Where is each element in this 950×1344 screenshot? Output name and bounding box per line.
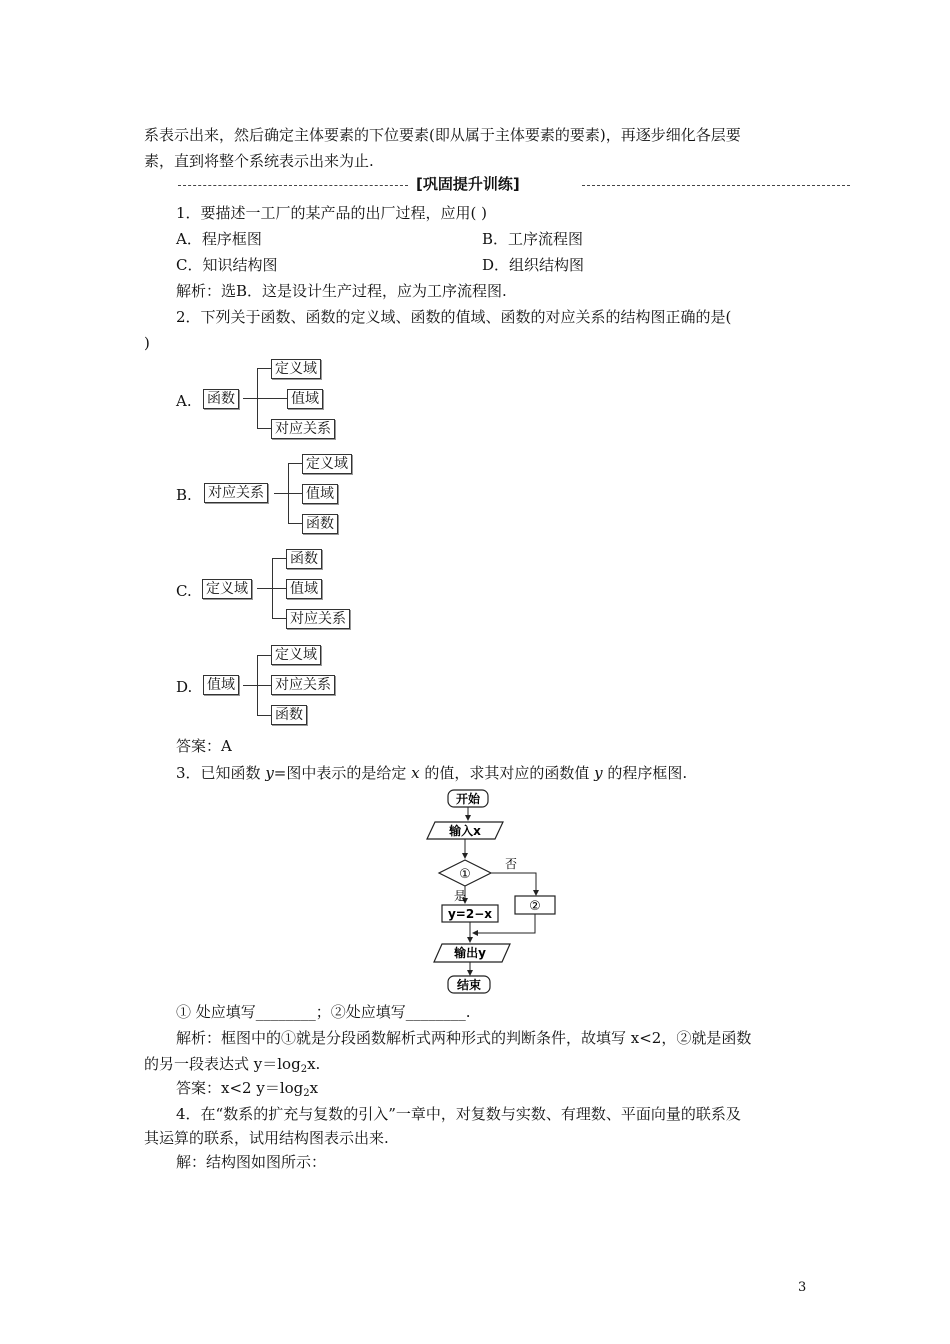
q3-answer <box>176 1078 318 1104</box>
q2-c-child-1: 函数 <box>286 549 322 569</box>
q2-c-child-2: 值域 <box>286 579 322 599</box>
q2-b-child-2: 值域 <box>302 484 338 504</box>
q3-stem <box>176 763 687 783</box>
q2-a-child-3: 对应关系 <box>271 419 335 439</box>
flow-assign-label: y=2−x <box>447 907 493 921</box>
q2-d-root: 值域 <box>203 675 239 695</box>
q3-analysis-line-2 <box>144 1054 320 1080</box>
q2-d-child-3: 函数 <box>271 705 307 725</box>
section-divider <box>148 173 850 195</box>
q2-b-root: 对应关系 <box>204 483 268 503</box>
q3-stem-part: 3．已知函数 <box>176 764 266 782</box>
q3-fill-blanks: ① 处应填写________；②处应填写________. <box>176 1003 471 1021</box>
q1-analysis: 解析：选B．这是设计生产过程，应为工序流程图. <box>176 282 507 300</box>
q3-stem-part: 的值，求其对应的函数值 <box>419 764 595 782</box>
q3-analysis-part: x. <box>307 1055 321 1073</box>
q2-d-child-1: 定义域 <box>271 645 321 665</box>
q3-flowchart <box>415 785 575 995</box>
q3-stem-var: y <box>594 764 603 782</box>
q1-option-c: C．知识结构图 <box>176 256 278 274</box>
flow-yes-label: 是 <box>454 889 467 903</box>
q4-stem-line-1: 4．在“数系的扩充与复数的引入”一章中，对复数与实数、有理数、平面向量的联系及 <box>176 1105 741 1123</box>
q2-b-child-3: 函数 <box>302 514 338 534</box>
q3-analysis-part: 的另一段表达式 y＝log <box>144 1055 301 1073</box>
q2-a-letter: A. <box>176 392 192 410</box>
q2-d-child-2: 对应关系 <box>271 675 335 695</box>
section-title: [巩固提升训练] <box>416 175 520 193</box>
q2-c-letter: C. <box>176 582 192 600</box>
q2-a-child-1: 定义域 <box>271 359 321 379</box>
flow-no-label: 否 <box>505 857 518 871</box>
page-number: 3 <box>798 1280 807 1295</box>
q3-analysis-subscript: 2 <box>300 1064 308 1075</box>
q1-option-d: D．组织结构图 <box>482 256 585 274</box>
flow-other-label: ② <box>529 899 541 914</box>
q3-answer-subscript: 2 <box>303 1088 310 1099</box>
q3-analysis-line-1: 解析：框图中的①就是分段函数解析式两种形式的判断条件，故填写 x<2，②就是函数 <box>176 1029 752 1047</box>
q3-answer-part: 答案：x<2 y＝log <box>176 1079 304 1097</box>
q2-b-letter: B. <box>176 486 192 504</box>
q2-a-root: 函数 <box>203 389 239 409</box>
q3-stem-var: x <box>411 764 420 782</box>
q2-stem-line-2: ) <box>144 334 150 352</box>
q2-c-child-3: 对应关系 <box>286 609 350 629</box>
q3-stem-part: =图中表示的是给定 <box>273 764 412 782</box>
flow-output-label: 输出y <box>454 946 486 960</box>
q1-option-a: A．程序框图 <box>176 230 262 248</box>
q2-answer: 答案：A <box>176 737 232 755</box>
q4-stem-line-2: 其运算的联系，试用结构图表示出来. <box>144 1129 389 1147</box>
intro-line-1: 系表示出来，然后确定主体要素的下位要素(即从属于主体要素的要素)，再逐步细化各层要 <box>144 126 741 144</box>
q4-solution: 解：结构图如图所示： <box>176 1153 327 1171</box>
intro-line-2: 素，直到将整个系统表示出来为止. <box>144 152 374 170</box>
q1-stem: 1．要描述一工厂的某产品的出厂过程，应用( ) <box>176 204 488 222</box>
q2-d-letter: D. <box>176 678 193 696</box>
q2-a-child-2: 值域 <box>287 389 323 409</box>
flow-condition-label: ① <box>459 867 471 882</box>
flow-start-label: 开始 <box>455 792 481 806</box>
q1-option-b: B．工序流程图 <box>482 230 584 248</box>
flow-end-label: 结束 <box>456 978 482 992</box>
q2-stem-line-1: 2．下列关于函数、函数的定义域、函数的值域、函数的对应关系的结构图正确的是( <box>176 308 732 326</box>
flow-input-label: 输入x <box>449 824 481 838</box>
q2-b-child-1: 定义域 <box>302 454 352 474</box>
q2-c-root: 定义域 <box>202 579 252 599</box>
q3-answer-part: x <box>309 1079 319 1097</box>
q3-stem-part: 的程序框图. <box>602 764 688 782</box>
q3-stem-var: y <box>265 764 274 782</box>
